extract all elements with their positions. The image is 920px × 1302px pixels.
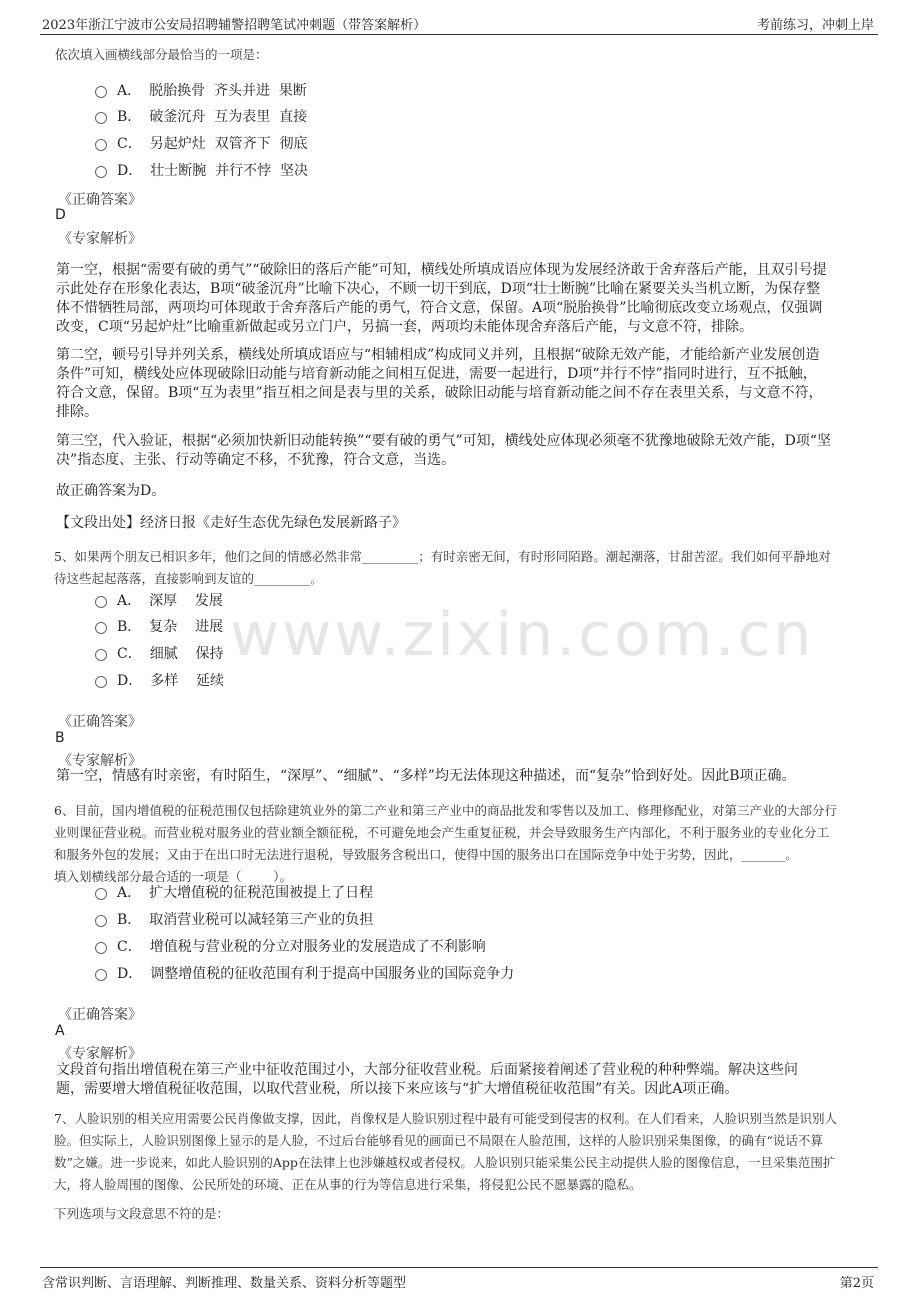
radio-icon[interactable] — [95, 112, 107, 124]
q6-option-c[interactable]: C． 增值税与营业税的分立对服务业的发展造成了不利影响 — [95, 936, 486, 956]
q4-option-b[interactable]: B． 破釜沉舟 互为表里 直接 — [95, 106, 307, 126]
q4-answer: D — [55, 207, 66, 223]
document-title: 2023年浙江宁波市公安局招聘辅警招聘笔试冲刺题（带答案解析） — [42, 18, 427, 33]
q6-option-d[interactable]: D． 调整增值税的征收范围有利于提高中国服务业的国际竞争力 — [95, 963, 514, 983]
radio-icon[interactable] — [95, 649, 107, 661]
radio-icon[interactable] — [95, 888, 107, 900]
q4-answer-label: 《正确答案》 — [58, 192, 142, 208]
q5-analysis: 第一空，情感有时亲密，有时陌生，“深厚”、“细腻”、“多样”均无法体现这种描述，而“复杂”恰到好处。因此B项正确。 — [56, 768, 796, 784]
page-number: 第2页 — [839, 1276, 874, 1291]
q6-answer: A — [55, 1023, 65, 1039]
page-header — [40, 12, 878, 35]
q6-answer-label: 《正确答案》 — [58, 1007, 142, 1023]
q5-analysis-label: 《专家解析》 — [58, 753, 142, 769]
q7-stem: 7、人脸识别的相关应用需要公民肖像做支撑，因此，肖像权是人脸识别过程中最有可能受到侵害的权利。在人们看来，人脸识别当然是识别人 脸。但实际上，人脸识别图像上显示的是人脸，不过后台能够看见的画面已不局限在人脸范围，这样的人脸识别采集图像，的确有“说话不算 数”之嫌。进一步说来，如此人脸识别的App在法律上也涉嫌越权或者侵权。人脸识别只能采集公民主动提供人脸的图像信息，一旦采集范围扩 大，将人脸周围的图像、公民所处的环境、正在从事的行为等信息进行采集，将侵犯公民不愿暴露的隐私。 — [54, 1111, 837, 1192]
q6-option-b[interactable]: B． 取消营业税可以减轻第三产业的负担 — [95, 909, 373, 929]
q4-option-c[interactable]: C． 另起炉灶 双管齐下 彻底 — [95, 133, 308, 153]
radio-icon[interactable] — [95, 622, 107, 634]
radio-icon[interactable] — [95, 86, 107, 98]
q7-question: 下列选项与文段意思不符的是： — [54, 1206, 230, 1221]
q4-option-a[interactable]: A． 脱胎换骨 齐头并进 果断 — [95, 80, 307, 100]
q5-option-d[interactable]: D． 多样 延续 — [95, 670, 224, 690]
q6-option-a[interactable]: A． 扩大增值税的征税范围被提上了日程 — [95, 882, 373, 902]
radio-icon[interactable] — [95, 596, 107, 608]
q4-analysis-p2: 第二空，顿号引导并列关系，横线处所填成语应与“相辅相成”构成同义并列，且根据“破除无效产能，才能给新产业发展创造 条件”可知，横线处应体现破除旧动能与培育新动能之间相互促进，需要一起进行，D项“并行不悖”指同时进行，互不抵触， 符合文意，保留。B项“互为表里”指互相之间是表与里的关系，破除旧动能与培育新动能之间不存在表里关系，与文意不符， 排除。 — [56, 347, 823, 420]
q5-option-a[interactable]: A． 深厚 发展 — [95, 590, 223, 610]
radio-icon[interactable] — [95, 139, 107, 151]
q4-analysis-label: 《专家解析》 — [58, 231, 142, 247]
q4-source: 【文段出处】经济日报《走好生态优先绿色发展新路子》 — [56, 515, 406, 531]
q4-option-d[interactable]: D． 壮士断腕 并行不悖 坚决 — [95, 160, 308, 180]
radio-icon[interactable] — [95, 969, 107, 981]
watermark: www.zixin.com.cn — [230, 600, 815, 670]
q4-analysis-p3: 第三空，代入验证，根据“必须加快新旧动能转换”“要有破的勇气”可知，横线处应体现必须毫不犹豫地破除无效产能，D项“坚 决”指态度、主张、行动等确定不移，不犹豫，符合文意，当选。 — [56, 433, 832, 468]
q6-analysis: 文段首句指出增值税在第三产业中征收范围过小，大部分征收营业税。后面紧接着阐述了营业税的种种弊端。解决这些问 题，需要增大增值税征收范围，以取代营业税，所以接下来应该与“扩大增值税征收范围”有关。因此A项正确。 — [56, 1062, 798, 1097]
radio-icon[interactable] — [95, 915, 107, 927]
q4-analysis-p1: 第一空，根据“需要有破的勇气”“破除旧的落后产能”可知，横线处所填成语应体现为发展经济敢于舍弃落后产能，且双引号提 示此处存在形象化表达，B项“破釜沉舟”比喻下决心，不顾一切干到底，D项“壮士断腕”比喻在紧要关头当机立断，为保存整 体不惜牺牲局部，两项均可体现敢于舍弃落后产能的勇气，符合文意，保留。A项“脱胎换骨”比喻彻底改变立场观点，仅强调 改变，C项“另起炉灶”比喻重新做起或另立门户，另搞一套，两项均未能体现舍弃落后产能，与文意不符，排除。 — [56, 262, 827, 335]
q4-stem: 依次填入画横线部分最恰当的一项是： — [55, 47, 268, 62]
q6-analysis-label: 《专家解析》 — [58, 1046, 142, 1062]
q5-answer-label: 《正确答案》 — [58, 714, 142, 730]
page-footer — [40, 1267, 878, 1290]
radio-icon[interactable] — [95, 166, 107, 178]
q5-stem: 5、如果两个朋友已相识多年，他们之间的情感必然非常_________；有时亲密无间，有时形同陌路。潮起潮落，甘甜苦涩。我们如何平静地对 待这些起起落落，直接影响到友谊的_________。 — [54, 549, 831, 586]
footer-note: 含常识判断、言语理解、判断推理、数量关系、资料分析等题型 — [42, 1276, 407, 1291]
q4-conclusion: 故正确答案为D。 — [56, 483, 166, 499]
q6-stem: 6、目前，国内增值税的征税范围仅包括除建筑业外的第二产业和第三产业中的商品批发和零售以及加工、修理修配业，对第三产业的大部分行 业则课征营业税。而营业税对服务业的营业额全额征税，不可避免地会产生重复征税，并会导致服务生产内部化，不利于服务业的专业化分工 和服务外包的发展；又由于在出口时无法进行退税，导致服务含税出口，使得中国的服务出口在国际竞争中处于劣势，因此，_______。 填入划横线部分最合适的一项是（ ）。 — [54, 803, 837, 884]
radio-icon[interactable] — [95, 676, 107, 688]
header-slogan: 考前练习，冲刺上岸 — [756, 18, 874, 33]
q5-answer: B — [55, 730, 65, 746]
q5-option-b[interactable]: B． 复杂 进展 — [95, 616, 223, 636]
q5-option-c[interactable]: C． 细腻 保持 — [95, 643, 224, 663]
radio-icon[interactable] — [95, 942, 107, 954]
